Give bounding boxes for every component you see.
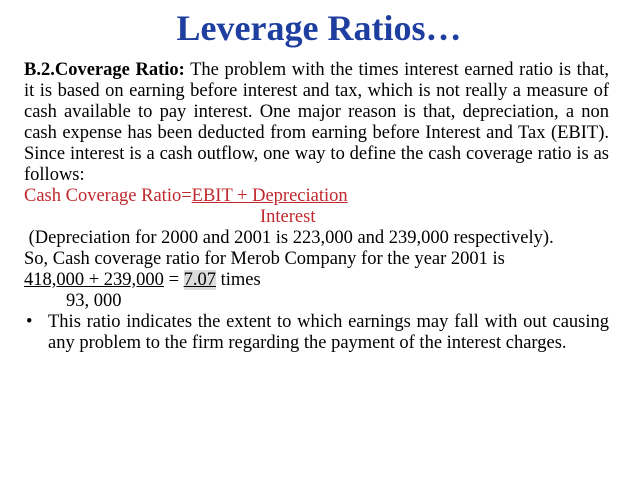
formula-numerator: EBIT + Depreciation (191, 186, 348, 206)
calc-equals: = (163, 270, 184, 290)
formula-label: Cash Coverage Ratio= (24, 186, 192, 206)
calc-line (24, 270, 609, 291)
calc-denominator: 93, 000 (66, 291, 122, 311)
formula-line (24, 186, 609, 207)
slide-title: Leverage Ratios… (176, 8, 462, 48)
bullet-item (24, 312, 609, 354)
bullet-icon: • (26, 312, 33, 332)
slide-content (24, 60, 609, 354)
bullet-text: This ratio indicates the extent to which earnings may fall with out causing any problem to the firm regarding the payment of the interest charges. (48, 312, 609, 353)
calc-numerator: 418,000 + 239,000 (24, 270, 164, 290)
coverage-paragraph (24, 60, 609, 186)
formula-denominator: Interest (260, 207, 316, 227)
coverage-text: The problem with the times interest earned ratio is that, it is based on earning before interest and tax, which is not really a measure of cash available to pay interest. One major reason is that, depreciation, a non cash expense has been deducted from earning before Interest and Tax (EBIT). Since interest is a cash outflow, one way to define the cash coverage ratio is as follows: (24, 60, 610, 185)
depreciation-note: (Depreciation for 2000 and 2001 is 223,000 and 239,000 respectively). (28, 228, 554, 248)
coverage-heading: B.2.Coverage Ratio: (24, 60, 185, 80)
calc-result: 7.07 (183, 270, 216, 290)
calc-intro: So, Cash coverage ratio for Merob Company for the year 2001 is (24, 249, 505, 269)
calc-unit: times (216, 270, 261, 290)
